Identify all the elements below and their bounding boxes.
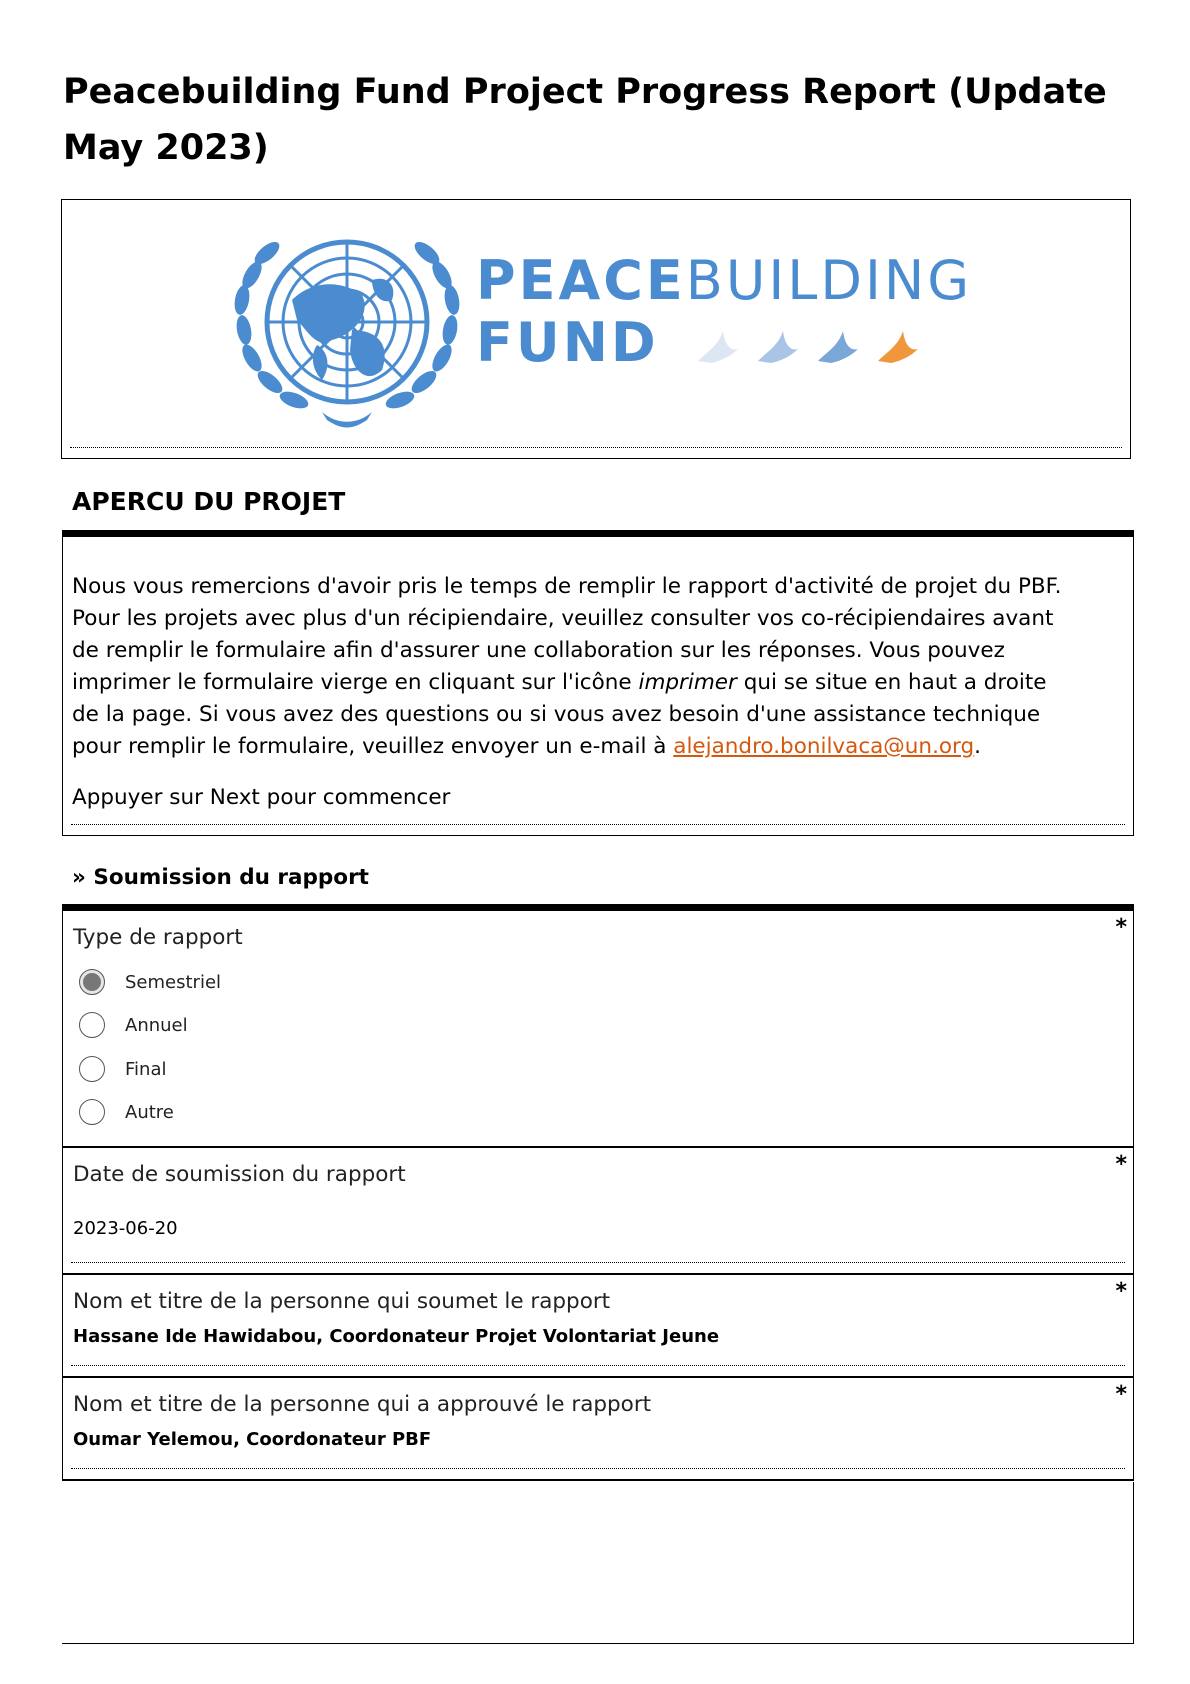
overview-text xyxy=(72,571,1072,763)
required-marker: * xyxy=(1115,1382,1127,1407)
contact-email-link[interactable]: alejandro.bonilvaca@un.org xyxy=(673,734,975,759)
submitter-question xyxy=(63,1275,1133,1378)
dotted-divider xyxy=(70,447,1122,448)
overview-text-end: . xyxy=(974,734,982,759)
required-marker: * xyxy=(1115,1279,1127,1304)
submitter-label: Nom et titre de la personne qui soumet le rapport xyxy=(73,1289,611,1314)
required-marker: * xyxy=(1115,1152,1127,1177)
radio-label: Annuel xyxy=(125,1014,188,1036)
radio-option-autre[interactable] xyxy=(79,1094,174,1130)
radio-label: Final xyxy=(125,1058,167,1080)
form-continuation xyxy=(62,1482,1134,1644)
submitter-value[interactable]: Hassane Ide Hawidabou, Coordonateur Projet Volontariat Jeune xyxy=(73,1326,720,1347)
logo-word-fund: FUND xyxy=(476,311,659,374)
submission-date-question xyxy=(63,1148,1133,1275)
approver-label: Nom et titre de la personne qui a approuvé le rapport xyxy=(73,1392,652,1417)
report-type-question xyxy=(63,911,1133,1148)
dotted-divider xyxy=(71,1365,1125,1366)
submission-date-label: Date de soumission du rapport xyxy=(73,1162,406,1187)
overview-panel xyxy=(62,530,1134,836)
logo-word-peace: PEACE xyxy=(476,249,686,312)
dove-icon xyxy=(758,331,798,363)
overview-italic-word: imprimer xyxy=(638,670,737,695)
submission-form xyxy=(62,904,1134,1481)
logo-wordmark xyxy=(476,250,972,374)
radio-option-semestriel[interactable] xyxy=(79,964,221,1000)
page-title: Peacebuilding Fund Project Progress Report (Update May 2023) xyxy=(63,72,1107,168)
radio-button[interactable] xyxy=(79,1012,105,1038)
doves-icon xyxy=(693,321,923,371)
next-instruction: Appuyer sur Next pour commencer xyxy=(72,785,451,810)
logo-word-building: BUILDING xyxy=(685,249,973,312)
dotted-divider xyxy=(71,1468,1125,1469)
radio-label: Autre xyxy=(125,1101,174,1123)
logo-panel xyxy=(61,199,1131,459)
radio-option-annuel[interactable] xyxy=(79,1007,188,1043)
approver-question xyxy=(63,1378,1133,1481)
report-type-label: Type de rapport xyxy=(73,925,243,950)
radio-button[interactable] xyxy=(79,1056,105,1082)
radio-label: Semestriel xyxy=(125,971,222,993)
radio-option-final[interactable] xyxy=(79,1051,166,1087)
radio-button[interactable] xyxy=(79,969,105,995)
un-emblem-icon xyxy=(222,220,472,430)
overview-text-part2: qui se situe en haut a droite de la page. Si vous avez des questions ou si vous avez besoin d'une assistance technique pour remplir le formulaire, veuillez envoyer un e-mail à xyxy=(72,670,1047,759)
dove-icon xyxy=(698,331,738,363)
submission-heading: » Soumission du rapport xyxy=(72,865,369,890)
radio-button[interactable] xyxy=(79,1099,105,1125)
dove-icon xyxy=(818,331,858,363)
approver-value[interactable]: Oumar Yelemou, Coordonateur PBF xyxy=(73,1429,432,1450)
dotted-divider xyxy=(71,824,1125,825)
dotted-divider xyxy=(71,1262,1125,1263)
overview-heading: APERCU DU PROJET xyxy=(72,487,346,516)
submission-date-value[interactable]: 2023-06-20 xyxy=(73,1218,178,1239)
dove-icon xyxy=(878,331,918,363)
overview-text-part1: Nous vous remercions d'avoir pris le temps de remplir le rapport d'activité de projet du PBF. Pour les projets avec plus d'un récipiendaire, veuillez consulter vos co-récipiendaires avant de remplir le formulaire afin d'assurer une collaboration sur les réponses. Vous pouvez imprimer le formulaire vierge en cliquant sur l'icône xyxy=(72,574,1062,695)
required-marker: * xyxy=(1115,915,1127,940)
